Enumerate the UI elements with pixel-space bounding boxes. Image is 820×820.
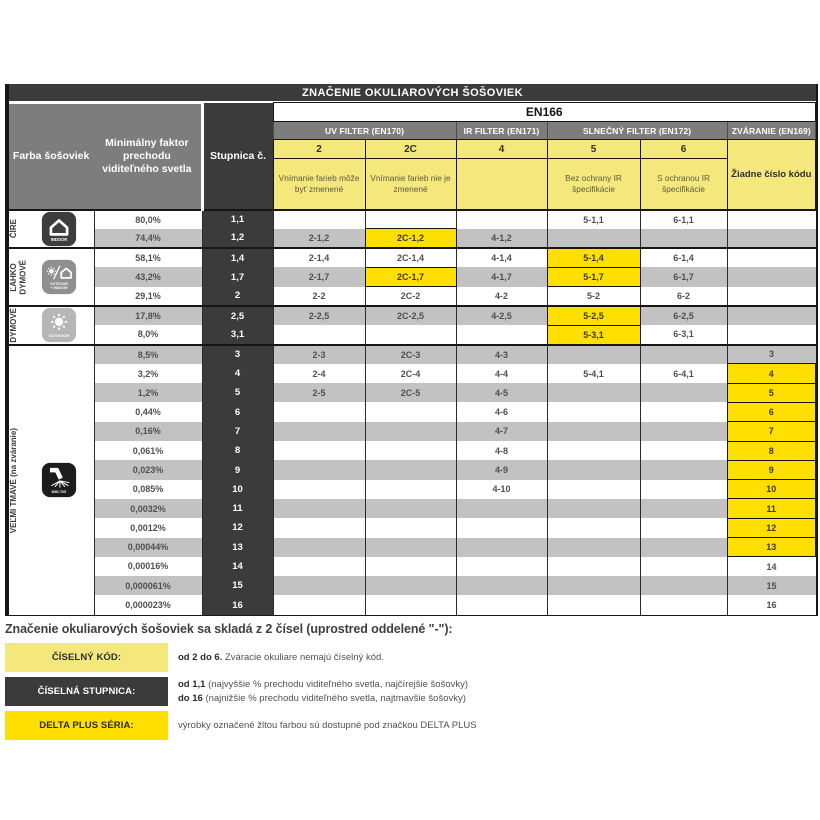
welding-cell: 14 [727, 557, 815, 576]
sun6-cell: 6-2 [640, 287, 727, 306]
ir4-cell: 4-6 [456, 402, 547, 421]
percent-cell: 0,0012% [94, 518, 202, 537]
outdoor-indoor-icon [41, 259, 77, 295]
welding-cell: 13 [727, 538, 815, 557]
sun5-cell: 5-1,1 [547, 210, 640, 229]
sun5-cell [547, 538, 640, 557]
lens-table-body [9, 210, 816, 615]
scale-cell: 1,7 [202, 267, 273, 286]
table-row [9, 383, 816, 402]
sun5-cell [547, 557, 640, 576]
sun5-cell: 5-1,7 [547, 267, 640, 286]
welding-cell [727, 267, 815, 286]
sun5-cell [547, 383, 640, 402]
sun6-cell [640, 480, 727, 499]
uv2c-cell: 2C-5 [365, 383, 456, 402]
percent-cell: 0,16% [94, 422, 202, 441]
table-row [9, 345, 816, 364]
en166-header: EN166 [273, 103, 815, 122]
percent-cell: 0,061% [94, 441, 202, 460]
uv2c-cell [365, 480, 456, 499]
scale-cell: 10 [202, 480, 273, 499]
lens-marking-table [5, 84, 818, 616]
percent-cell: 0,0032% [94, 499, 202, 518]
uv2c-cell [365, 518, 456, 537]
scale-cell: 3 [202, 345, 273, 364]
scale-cell: 1,2 [202, 229, 273, 248]
lens-group-cell [9, 306, 94, 345]
scale-cell: 9 [202, 460, 273, 479]
legend-label: DELTA PLUS SÉRIA: [5, 711, 168, 740]
mig-tig-icon [41, 462, 77, 498]
welding-cell: 10 [727, 480, 815, 499]
scale-cell: 15 [202, 576, 273, 595]
uv2c-cell: 2C-1,7 [365, 267, 456, 286]
code-6: 6 [640, 140, 727, 159]
lens-grid [9, 101, 816, 615]
legend-item [5, 711, 815, 740]
uv2-cell: 2-1,4 [273, 248, 365, 267]
legend-line: do 16 (najnižšie % prechodu viditeľného svetla, najtmavšie šošovky) [178, 692, 466, 704]
lens-group-cell [9, 345, 94, 615]
ir-filter-header: IR FILTER (EN171) [456, 122, 547, 140]
sun5-cell [547, 422, 640, 441]
uv2c-cell [365, 538, 456, 557]
percent-cell: 0,085% [94, 480, 202, 499]
table-row [9, 518, 816, 537]
percent-cell: 8,5% [94, 345, 202, 364]
svg-text:+ INDOOR: + INDOOR [50, 286, 68, 291]
legend-text [178, 711, 477, 740]
table-row [9, 460, 816, 479]
ir4-cell [456, 538, 547, 557]
sun5-cell [547, 229, 640, 248]
table-row [9, 287, 816, 306]
ir4-cell [456, 325, 547, 344]
percent-cell: 0,023% [94, 460, 202, 479]
uv2-cell: 2-1,7 [273, 267, 365, 286]
sun6-cell: 6-4,1 [640, 364, 727, 383]
table-row [9, 595, 816, 614]
sun5-cell [547, 441, 640, 460]
scale-cell: 2,5 [202, 306, 273, 325]
scale-cell: 3,1 [202, 325, 273, 344]
sun6-cell: 6-2,5 [640, 306, 727, 325]
sun5-cell: 5-1,4 [547, 248, 640, 267]
scale-cell: 1,4 [202, 248, 273, 267]
welding-cell: 16 [727, 595, 815, 614]
table-row [9, 441, 816, 460]
legend-line: výrobky označené žltou farbou sú dostupné pod značkou DELTA PLUS [178, 719, 477, 731]
percent-cell: 3,2% [94, 364, 202, 383]
uv2-cell [273, 210, 365, 229]
ir4-cell: 4-3 [456, 345, 547, 364]
desc-2c: Vnímanie farieb nie je zmenené [365, 159, 456, 210]
table-row [9, 267, 816, 286]
outdoor-icon [41, 307, 77, 343]
welding-cell: 9 [727, 460, 815, 479]
ir4-cell: 4-1,4 [456, 248, 547, 267]
table-row [9, 480, 816, 499]
table-row [9, 557, 816, 576]
sun6-cell [640, 538, 727, 557]
ir4-cell: 4-2 [456, 287, 547, 306]
uv2c-cell [365, 595, 456, 614]
welding-cell: 12 [727, 518, 815, 537]
lens-group-cell [9, 248, 94, 306]
scale-cell: 6 [202, 402, 273, 421]
welding-cell: 3 [727, 345, 815, 364]
scale-cell: 12 [202, 518, 273, 537]
welding-cell: 6 [727, 402, 815, 421]
sun6-cell [640, 422, 727, 441]
scale-cell: 16 [202, 595, 273, 614]
legend-text [178, 677, 468, 706]
uv2-cell [273, 480, 365, 499]
sun5-cell: 5-2,5 [547, 306, 640, 325]
sun6-cell: 6-1,7 [640, 267, 727, 286]
scale-cell: 4 [202, 364, 273, 383]
table-row [9, 576, 816, 595]
min-factor-label: Minimálny faktor prechodu viditeľného svetla [102, 136, 192, 175]
uv2c-cell [365, 402, 456, 421]
uv2-cell [273, 325, 365, 344]
table-row [9, 325, 816, 344]
svg-text:OUTDOOR: OUTDOOR [49, 333, 70, 339]
lens-group-cell [9, 210, 94, 249]
table-row [9, 210, 816, 229]
sun5-cell: 5-2 [547, 287, 640, 306]
legend-intro: Značenie okuliarových šošoviek sa skladá z 2 čísel (uprostred oddelené "-"): [5, 622, 453, 636]
legend-line: od 2 do 6. Zváracie okuliare nemajú číselný kód. [178, 651, 384, 663]
uv2-cell: 2-2,5 [273, 306, 365, 325]
no-code-note: Žiadne číslo kódu [727, 140, 815, 210]
percent-cell: 74,4% [94, 229, 202, 248]
code-2: 2 [273, 140, 365, 159]
svg-text:MIG-TIG: MIG-TIG [51, 489, 67, 494]
welding-cell: 4 [727, 364, 815, 383]
welding-cell [727, 229, 815, 248]
ir4-cell: 4-4 [456, 364, 547, 383]
svg-text:INDOOR: INDOOR [51, 236, 68, 242]
sun6-cell [640, 595, 727, 614]
scale-cell: 5 [202, 383, 273, 402]
table-row [9, 248, 816, 267]
uv2-cell: 2-1,2 [273, 229, 365, 248]
desc-6: S ochranou IR špecifikácie [640, 159, 727, 210]
code-2c: 2C [365, 140, 456, 159]
sun6-cell [640, 557, 727, 576]
code-4: 4 [456, 140, 547, 159]
sun5-cell [547, 518, 640, 537]
percent-cell: 1,2% [94, 383, 202, 402]
table-title: ZNAČENIE OKULIAROVÝCH ŠOŠOVIEK [9, 84, 816, 101]
uv2-cell [273, 402, 365, 421]
uv2c-cell [365, 557, 456, 576]
sun6-cell: 6-1,4 [640, 248, 727, 267]
sun6-cell: 6-3,1 [640, 325, 727, 344]
uv2-cell: 2-3 [273, 345, 365, 364]
welding-cell: 5 [727, 383, 815, 402]
sun5-cell [547, 345, 640, 364]
sun6-cell [640, 460, 727, 479]
table-row [9, 229, 816, 248]
ir4-cell [456, 595, 547, 614]
svg-text:OUTDOOR: OUTDOOR [50, 281, 69, 286]
desc-5: Bez ochrany IR špecifikácie [547, 159, 640, 210]
uv-filter-header: UV FILTER (EN170) [273, 122, 456, 140]
percent-cell: 0,000061% [94, 576, 202, 595]
lens-group-label: VEĽMI TMAVÉ (na zváranie) [9, 427, 18, 533]
uv2c-cell [365, 422, 456, 441]
percent-cell: 0,000023% [94, 595, 202, 614]
percent-cell: 0,00044% [94, 538, 202, 557]
percent-cell: 8,0% [94, 325, 202, 344]
table-row [9, 402, 816, 421]
sun6-cell [640, 383, 727, 402]
scale-cell: 11 [202, 499, 273, 518]
legend-item [5, 677, 815, 706]
sun5-cell [547, 576, 640, 595]
indoor-icon [41, 211, 77, 247]
uv2c-cell [365, 210, 456, 229]
sun6-cell [640, 518, 727, 537]
welding-header: ZVÁRANIE (EN169) [727, 122, 815, 140]
ir4-cell: 4-1,2 [456, 229, 547, 248]
uv2c-cell: 2C-1,2 [365, 229, 456, 248]
percent-cell: 29,1% [94, 287, 202, 306]
uv2-cell [273, 518, 365, 537]
uv2c-cell: 2C-1,4 [365, 248, 456, 267]
welding-cell: 8 [727, 441, 815, 460]
legend-items [5, 643, 815, 740]
welding-cell [727, 306, 815, 325]
ir4-cell: 4-7 [456, 422, 547, 441]
welding-cell [727, 248, 815, 267]
welding-cell [727, 325, 815, 344]
ir4-cell [456, 499, 547, 518]
uv2c-cell [365, 499, 456, 518]
ir4-cell [456, 557, 547, 576]
lens-group-label: DYMOVÉ [9, 307, 18, 343]
uv2-cell [273, 576, 365, 595]
sun6-cell [640, 441, 727, 460]
scale-cell: 7 [202, 422, 273, 441]
welding-cell [727, 287, 815, 306]
scale-header: Stupnica č. [202, 103, 273, 210]
uv2c-cell: 2C-3 [365, 345, 456, 364]
lens-group-label: ĽAHKO DYMOVÉ [9, 259, 28, 295]
uv2c-cell: 2C-2,5 [365, 306, 456, 325]
sun6-cell [640, 402, 727, 421]
uv2-cell [273, 441, 365, 460]
uv2-cell: 2-2 [273, 287, 365, 306]
ir4-cell [456, 518, 547, 537]
ir4-cell: 4-1,7 [456, 267, 547, 286]
legend-line: od 1,1 (najvyššie % prechodu viditeľného svetla, najčírejšie šošovky) [178, 679, 469, 691]
uv2c-cell: 2C-2 [365, 287, 456, 306]
scale-cell: 14 [202, 557, 273, 576]
sun6-cell [640, 345, 727, 364]
ir4-cell [456, 210, 547, 229]
lens-group-label: ČÍRE [9, 219, 18, 239]
legend-label: ČÍSELNÝ KÓD: [5, 643, 168, 672]
welding-cell: 11 [727, 499, 815, 518]
uv2-cell [273, 557, 365, 576]
sun5-cell: 5-4,1 [547, 364, 640, 383]
sun5-cell [547, 480, 640, 499]
table-row [9, 538, 816, 557]
sun-filter-header: SLNEČNÝ FILTER (EN172) [547, 122, 727, 140]
legend-item [5, 643, 815, 672]
sun6-cell [640, 576, 727, 595]
table-row [9, 422, 816, 441]
table-row [9, 364, 816, 383]
uv2-cell [273, 460, 365, 479]
sun5-cell [547, 460, 640, 479]
uv2-cell: 2-4 [273, 364, 365, 383]
sun6-cell [640, 499, 727, 518]
sun5-cell [547, 595, 640, 614]
uv2c-cell [365, 441, 456, 460]
percent-cell: 0,44% [94, 402, 202, 421]
sun5-cell [547, 402, 640, 421]
table-row [9, 499, 816, 518]
uv2c-cell: 2C-4 [365, 364, 456, 383]
uv2-cell [273, 422, 365, 441]
uv2c-cell [365, 460, 456, 479]
sun5-cell [547, 499, 640, 518]
percent-cell: 0,00016% [94, 557, 202, 576]
legend-text [178, 643, 384, 672]
ir4-cell: 4-9 [456, 460, 547, 479]
uv2c-cell [365, 325, 456, 344]
uv2-cell [273, 538, 365, 557]
sun6-cell: 6-1,1 [640, 210, 727, 229]
percent-cell: 58,1% [94, 248, 202, 267]
welding-cell: 15 [727, 576, 815, 595]
farba-header-block [9, 103, 202, 210]
code-5: 5 [547, 140, 640, 159]
scale-cell: 2 [202, 287, 273, 306]
welding-cell: 7 [727, 422, 815, 441]
table-row [9, 306, 816, 325]
uv2-cell [273, 499, 365, 518]
percent-cell: 17,8% [94, 306, 202, 325]
desc-4 [456, 159, 547, 210]
legend-label: ČÍSELNÁ STUPNICA: [5, 677, 168, 706]
uv2-cell: 2-5 [273, 383, 365, 402]
ir4-cell: 4-10 [456, 480, 547, 499]
farba-label: Farba šošoviek [12, 149, 90, 162]
ir4-cell: 4-5 [456, 383, 547, 402]
scale-cell: 1,1 [202, 210, 273, 229]
ir4-cell: 4-8 [456, 441, 547, 460]
uv2-cell [273, 595, 365, 614]
legend [5, 622, 815, 745]
scale-cell: 13 [202, 538, 273, 557]
sun6-cell [640, 229, 727, 248]
scale-cell: 8 [202, 441, 273, 460]
percent-cell: 80,0% [94, 210, 202, 229]
ir4-cell: 4-2,5 [456, 306, 547, 325]
uv2c-cell [365, 576, 456, 595]
ir4-cell [456, 576, 547, 595]
percent-cell: 43,2% [94, 267, 202, 286]
sun5-cell: 5-3,1 [547, 325, 640, 344]
desc-2: Vnímanie farieb môže byť zmenené [273, 159, 365, 210]
welding-cell [727, 210, 815, 229]
